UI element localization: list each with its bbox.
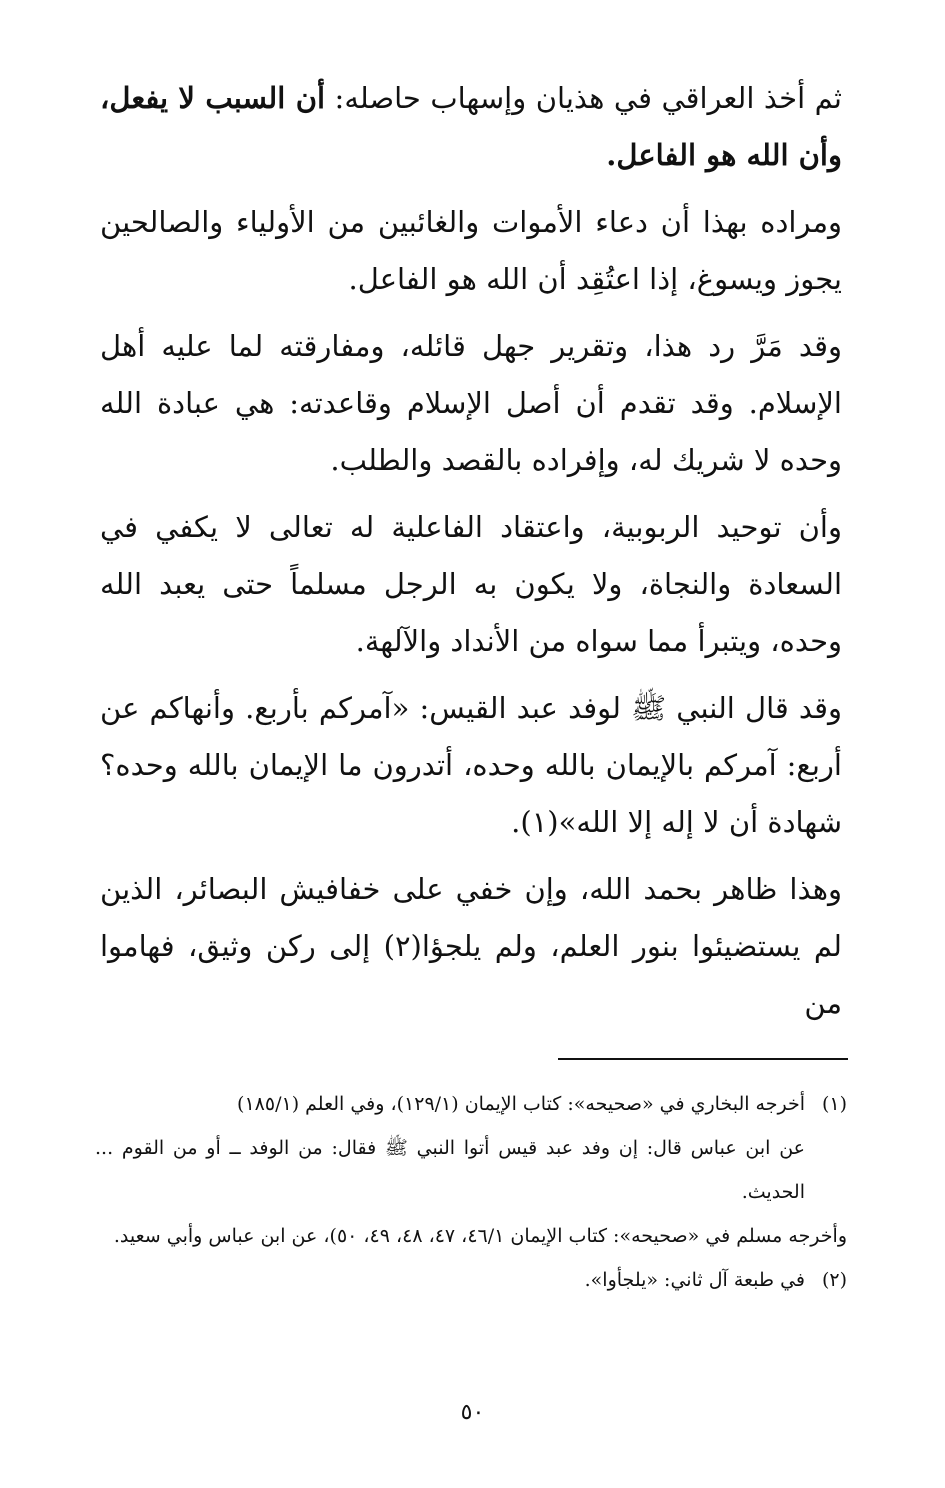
footnote-1-number: (١)	[821, 1093, 847, 1115]
paragraph-2: ومراده بهذا أن دعاء الأموات والغائبين من الأولياء والصالحين يجوز ويسوغ، إذا اعتُقِد أن الله هو الفاعل.	[100, 205, 842, 296]
page-number: ٥٠	[460, 1400, 485, 1425]
footnote-1-continuation: وأخرجه مسلم في «صحيحه»: كتاب الإيمان ٤٦/١، ٤٧، ٤٨، ٤٩، ٥٠)، عن ابن عباس وأبي سعيد.	[113, 1225, 847, 1247]
paragraph-5: وقد قال النبي ﷺ لوفد عبد القيس: «آمركم بأربع. وأنهاكم عن أربع: آمركم بالإيمان بالله وحده، أتدرون ما الإيمان بالله وحده؟ شهادة أن لا إله إلا الله»(١).	[100, 691, 842, 839]
footnote-2-line-1: في طبعة آل ثاني: «يلجأوا».	[584, 1269, 805, 1291]
footnote-2-number: (٢)	[821, 1269, 847, 1291]
paragraph-3: وقد مَرَّ رد هذا، وتقرير جهل قائله، ومفارقته لما عليه أهل الإسلام. وقد تقدم أن أصل الإسلام وقاعدته: هي عبادة الله وحده لا شريك له، وإفراده بالقصد والطلب.	[100, 329, 842, 477]
footnote-1	[95, 1082, 847, 1126]
paragraph-1-bold: أن السبب لا يفعل، وأن الله هو الفاعل.	[100, 81, 842, 172]
footnote-1-line-2: عن ابن عباس قال: إن وفد عبد قيس أتوا النبي ﷺ فقال: من الوفد ــ أو من القوم ... الحديث.	[95, 1137, 805, 1203]
paragraph-1	[100, 70, 842, 184]
paragraph-6: وهذا ظاهر بحمد الله، وإن خفي على خفافيش البصائر، الذين لم يستضيئوا بنور العلم، ولم يلجؤا(٢) إلى ركن وثيق، فهاموا من	[100, 872, 843, 1020]
footnote-divider	[558, 1058, 848, 1060]
paragraph-4: وأن توحيد الربوبية، واعتقاد الفاعلية له تعالى لا يكفي في السعادة والنجاة، ولا يكون به الرجل مسلماً حتى يعبد الله وحده، ويتبرأ مما سواه من الأنداد والآلهة.	[100, 510, 842, 658]
footnote-1-line-1: أخرجه البخاري في «صحيحه»: كتاب الإيمان (١٢٩/١)، وفي العلم (١٨٥/١)	[237, 1093, 805, 1115]
paragraph-1-plain: ثم أخذ العراقي في هذيان وإسهاب حاصله:	[325, 81, 842, 115]
main-text	[100, 70, 842, 1042]
footnote-2	[95, 1258, 847, 1302]
footnotes	[95, 1082, 847, 1302]
